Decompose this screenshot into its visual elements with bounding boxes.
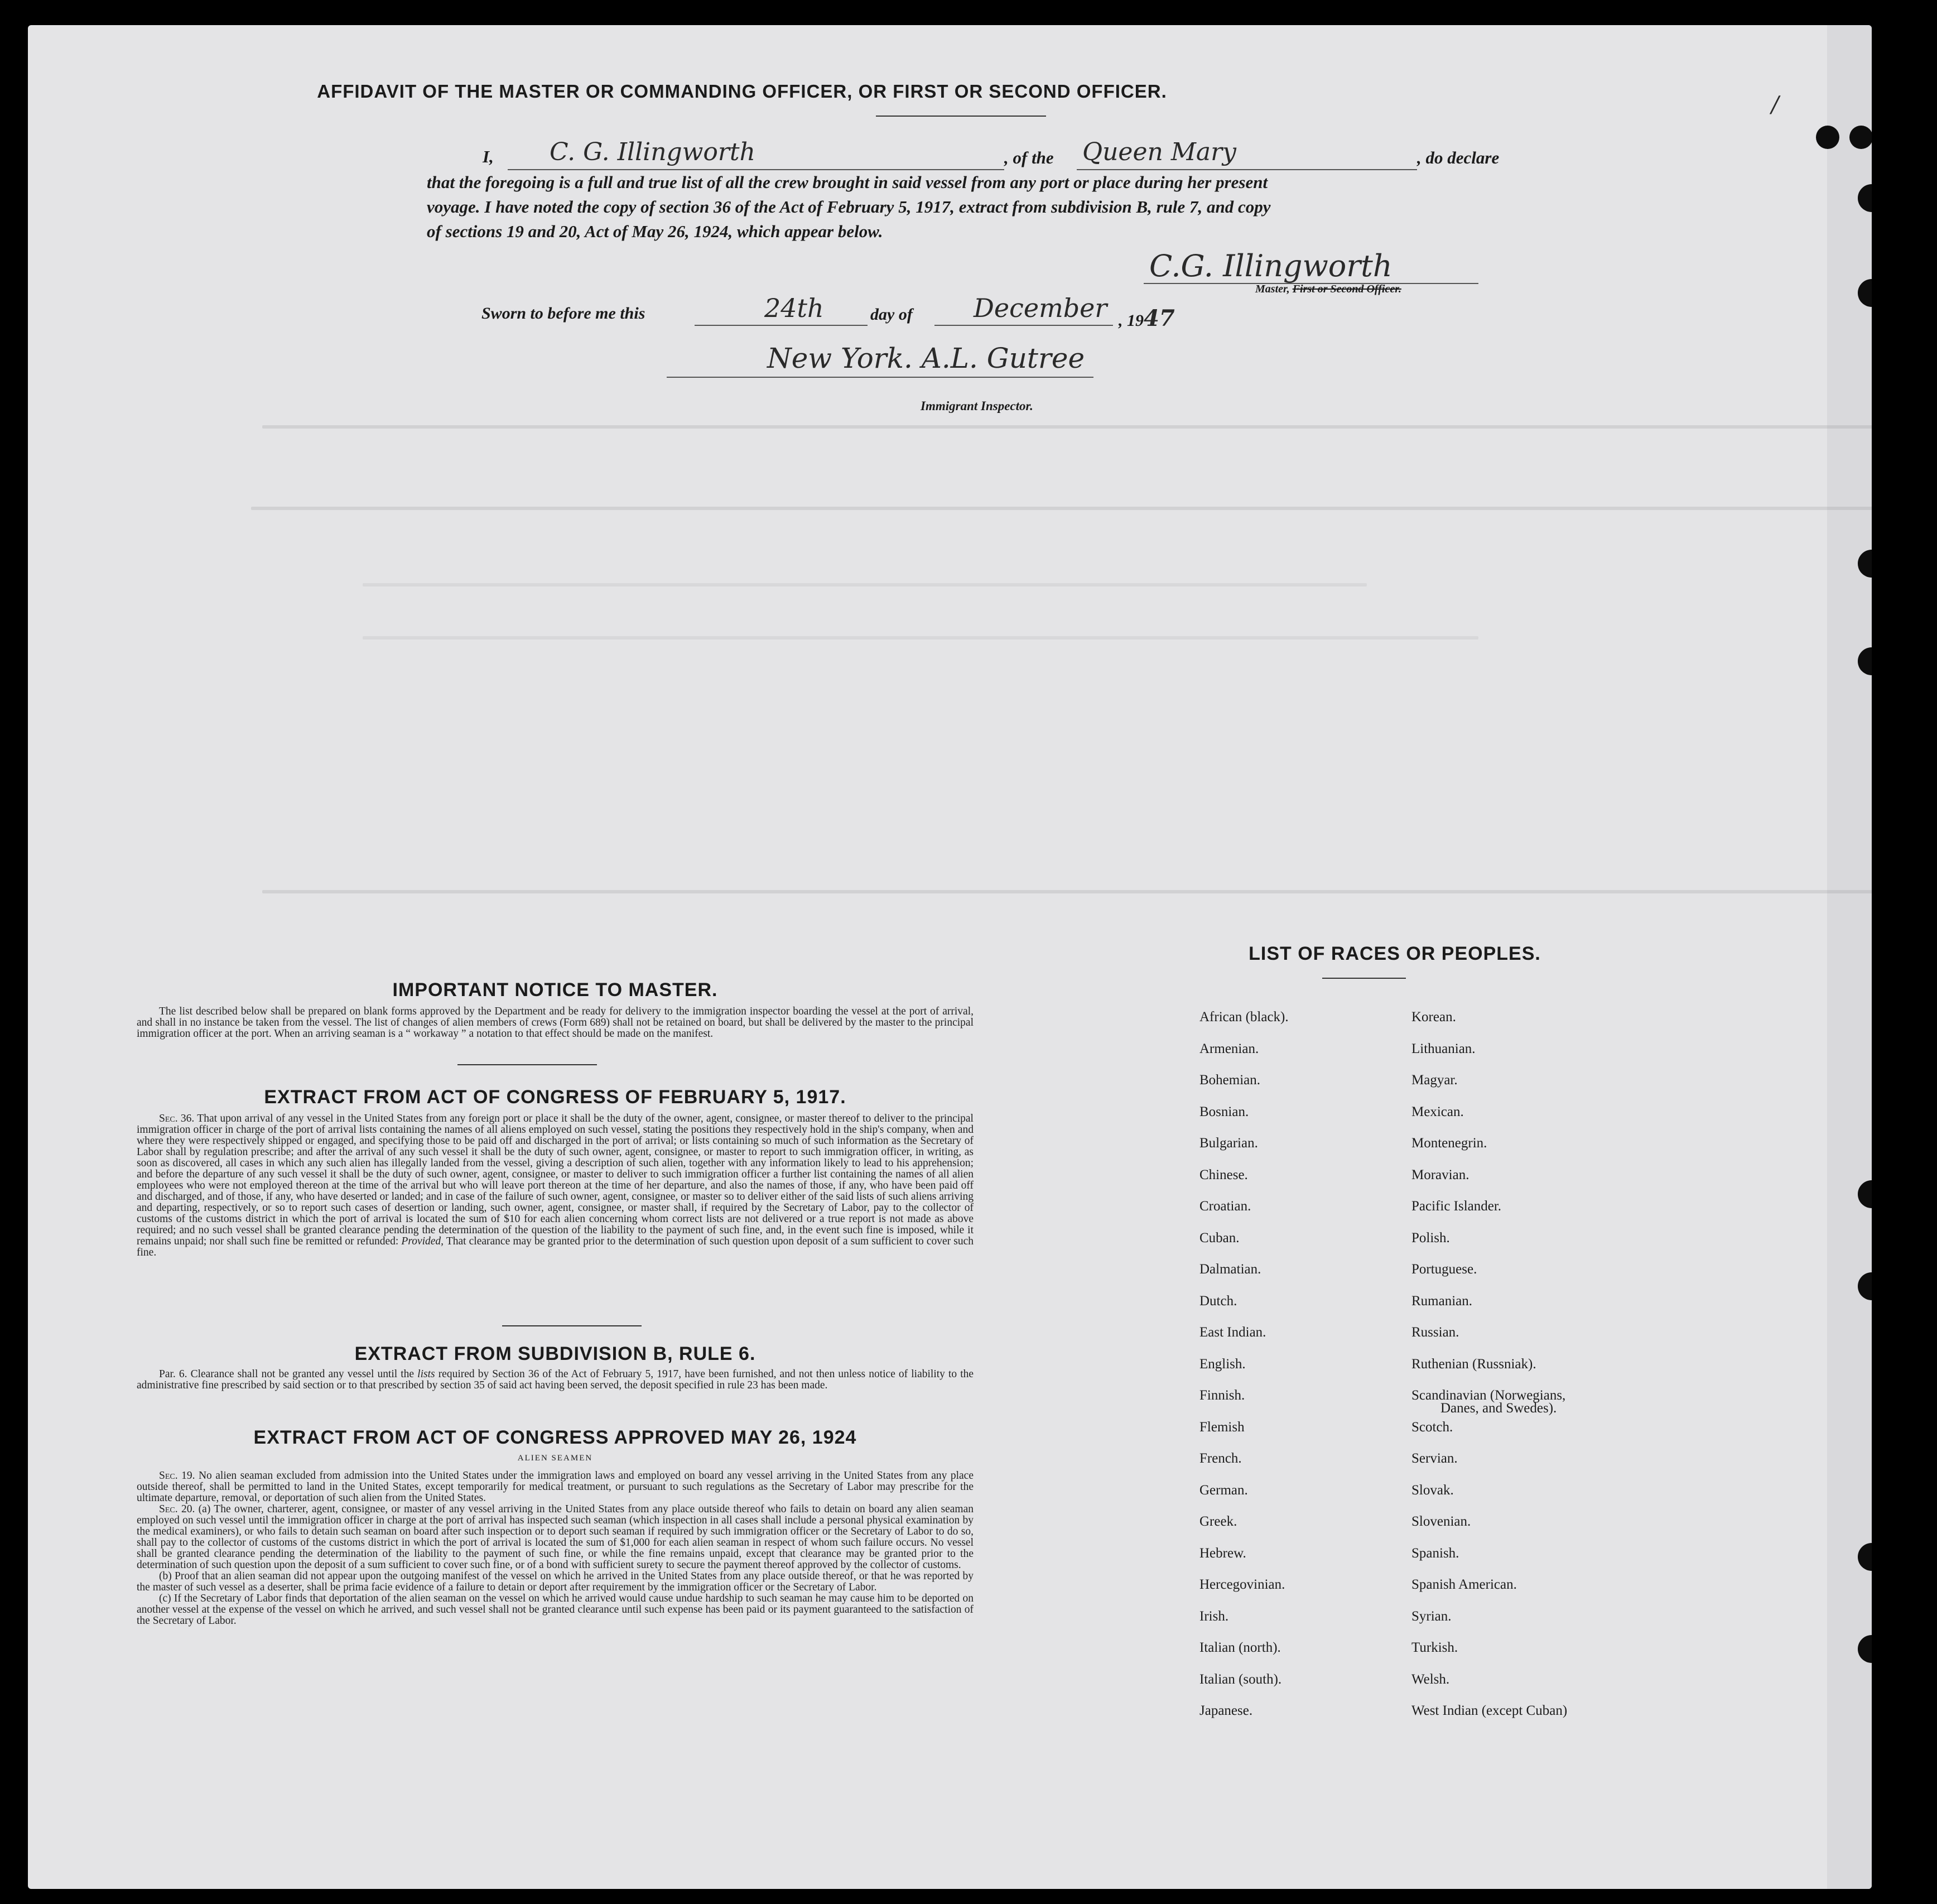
extract-1924-title: EXTRACT FROM ACT OF CONGRESS APPROVED MAY 26, 1924 [253, 1427, 857, 1448]
race-label: Moravian. [1411, 1167, 1469, 1182]
races-title: LIST OF RACES OR PEOPLES. [1249, 943, 1541, 964]
race-item [1199, 1538, 1289, 1570]
sworn-month-handwritten: December [974, 293, 1107, 323]
race-label: Spanish American. [1411, 1577, 1517, 1592]
race-item [1199, 1097, 1289, 1128]
punch-hole [1816, 126, 1839, 149]
sec-20c-text: (c) If the Secretary of Labor finds that deportation of the alien seaman on the vessel on which he arrived would cause undue hardship to such seaman he may cause him to be deported on another vessel at the expense of the vessel on which he arrived, and such vessel shall not be granted clearance until such expense has been paid or its payment guaranteed to the satisfaction of the Secretary of Labor. [137, 1593, 974, 1627]
race-item [1199, 1254, 1289, 1286]
race-item [1411, 1538, 1567, 1570]
bleed-through-row [363, 636, 1478, 640]
race-item [1411, 1349, 1567, 1381]
sworn-label: Sworn to before me this [481, 304, 645, 323]
inspector-signature: New York. A.L. Gutree [767, 342, 1085, 374]
race-item [1199, 1033, 1289, 1065]
master-signature: C.G. Illingworth [1149, 248, 1392, 283]
race-label: Dalmatian. [1199, 1262, 1261, 1277]
par-6-lists: lists [417, 1368, 435, 1380]
race-item [1411, 1632, 1567, 1664]
vessel-name-line [1077, 169, 1417, 170]
sec-20a-text: (a) The owner, charterer, agent, consignee, or master of any vessel arriving in the United States from any place outside thereof who fails to detain on board any alien seaman employed on such vessel until the immigration officer in charge at the port of arrival has inspected such seaman (which inspection in all cases shall include a personal physical examination by the medical examiners), or who fails to detain such seaman on board after such inspection or to deport such seaman if required by such immigration officer or the Secretary of Labor to do so, shall pay to the collector of customs of the customs district in which the port of arrival is located the sum of $1,000 for each alien seaman in respect of whom such failure occurs. No vessel shall be granted clearance pending the determination of the liability to the payment of such fine, or while the fine remains unpaid, except that clearance may be granted prior to the determination of such question upon the deposit of a sum sufficient to cover such fine, or of a bond with sufficient surety to secure the payment thereof approved by the collector of customs. [137, 1503, 974, 1571]
par-6-text-a: Clearance shall not be granted any vessel until the [190, 1368, 415, 1380]
race-label: Welsh. [1411, 1671, 1450, 1687]
race-item [1411, 1412, 1567, 1444]
race-item [1411, 1664, 1567, 1696]
notice-body [137, 1006, 974, 1040]
race-item [1199, 1695, 1289, 1727]
race-label: Lithuanian. [1411, 1041, 1476, 1056]
year-prefix: , 19 [1119, 311, 1144, 330]
race-item [1411, 1695, 1567, 1727]
par-6-text-b: required by Section 36 of the Act of February 5, 1917, have been furnished, and not then unless notice of liability to the administrative fine prescribed by said section or to that prescribed by section 35 of said act having been served, the deposit specified in rule 23 has been made. [137, 1368, 974, 1391]
race-item [1411, 1475, 1567, 1507]
races-left-column [1199, 1002, 1289, 1727]
par-6-label: Par. 6. [159, 1368, 187, 1380]
sec-20b-text: (b) Proof that an alien seaman did not appear upon the outgoing manifest of the vessel on which he arrived in the United States from any place outside thereof, or that he was reported by the master of such vessel as a deserter, shall be prima facie evidence of a failure to detain or deport after requirement by the immigration officer or the Secretary of Labor. [137, 1570, 974, 1593]
proviso-text: That clearance may be granted prior to the determination of such question upon deposit of a sum sufficient to cover such fine. [137, 1235, 974, 1258]
sworn-month-line [934, 325, 1113, 326]
title-underline [876, 116, 1046, 117]
race-label: German. [1199, 1482, 1248, 1498]
struck-officer-caption: First or Second Officer. [1292, 283, 1401, 295]
declaration-line-3: of sections 19 and 20, Act of May 26, 1924, which appear below. [427, 222, 883, 241]
race-item [1199, 1286, 1289, 1318]
bleed-through-row [363, 583, 1367, 586]
race-item [1411, 1160, 1567, 1191]
section-divider [502, 1325, 642, 1326]
day-of-label: day of [870, 305, 913, 324]
race-item [1199, 1569, 1289, 1601]
race-item [1411, 1317, 1567, 1349]
master-caption: Master, [1255, 283, 1290, 295]
bleed-through-row [262, 425, 1872, 429]
race-item [1199, 1002, 1289, 1033]
master-name-handwritten: C. G. Illingworth [550, 138, 755, 166]
affidavit-title: AFFIDAVIT OF THE MASTER OR COMMANDING OFFICER, OR FIRST OR SECOND OFFICER. [317, 81, 1167, 102]
declaration-line-2: voyage. I have noted the copy of section 36 of the Act of February 5, 1917, extract from subdivision B, rule 7, and copy [427, 197, 1271, 217]
race-label: Mexican. [1411, 1104, 1464, 1119]
race-label: Armenian. [1199, 1041, 1259, 1056]
race-label: Korean. [1411, 1009, 1456, 1025]
race-label: Slovak. [1411, 1482, 1454, 1498]
proviso-label: Provided, [401, 1235, 444, 1247]
inspector-caption: Immigrant Inspector. [921, 399, 1033, 413]
race-label: Pacific Islander. [1411, 1199, 1502, 1214]
subdivision-title: EXTRACT FROM SUBDIVISION B, RULE 6. [354, 1343, 756, 1364]
race-item [1199, 1506, 1289, 1538]
race-label: Greek. [1199, 1514, 1237, 1529]
page-mark: / [1771, 92, 1779, 118]
race-item [1199, 1191, 1289, 1223]
race-item [1411, 1443, 1567, 1475]
race-label: Turkish. [1411, 1640, 1458, 1655]
race-label: West Indian (except Cuban) [1411, 1703, 1568, 1718]
race-item [1199, 1632, 1289, 1664]
master-name-line [508, 169, 1004, 170]
sec-19-label: Sec. 19. [159, 1470, 195, 1482]
notice-text: The list described below shall be prepared on blank forms approved by the Department and be ready for delivery to the immigration inspector boarding the vessel at the port of arrival, and shall in no instance be taken from the vessel. The list of changes of alien members of crews (Form 689) shall not be retained on board, but shall be delivered by the master to the principal immigration officer at the port. When an arriving seaman is a “ workaway ” a notation to that effect should be made on the manifest. [137, 1006, 974, 1040]
race-label: Montenegrin. [1411, 1136, 1487, 1151]
race-label: Cuban. [1199, 1230, 1240, 1246]
race-item [1199, 1065, 1289, 1097]
race-label: Magyar. [1411, 1073, 1458, 1088]
race-label: Irish. [1199, 1608, 1229, 1624]
race-label: Flemish [1199, 1419, 1245, 1435]
race-label: Ruthenian (Russniak). [1411, 1356, 1536, 1372]
declaration-line-1: that the foregoing is a full and true list of all the crew brought in said vessel from any port or place during her present [427, 172, 1268, 192]
sec-36-label: Sec. 36. [159, 1113, 195, 1124]
race-label: Bosnian. [1199, 1104, 1249, 1119]
race-item [1411, 1286, 1567, 1318]
race-label: Bulgarian. [1199, 1136, 1258, 1151]
alien-seamen-subtitle: ALIEN SEAMEN [517, 1454, 593, 1463]
year-handwritten: 47 [1144, 305, 1175, 331]
race-label: French. [1199, 1451, 1242, 1466]
sworn-day-line [695, 325, 868, 326]
races-title-underline [1322, 978, 1406, 979]
of-the-label: , of the [1004, 148, 1054, 167]
race-label: Chinese. [1199, 1167, 1248, 1182]
race-label: English. [1199, 1356, 1246, 1372]
race-label: Russian. [1411, 1325, 1459, 1340]
race-item [1411, 1601, 1567, 1633]
sworn-day-handwritten: 24th [764, 293, 824, 323]
race-label: Scandinavian (Norwegians, [1411, 1388, 1566, 1403]
race-label: Italian (south). [1199, 1671, 1282, 1687]
race-item [1199, 1223, 1289, 1254]
race-label: Croatian. [1199, 1199, 1251, 1214]
races-right-column [1411, 1002, 1567, 1727]
race-item [1411, 1002, 1567, 1033]
race-item [1199, 1601, 1289, 1633]
race-label: Servian. [1411, 1451, 1458, 1466]
race-item [1199, 1128, 1289, 1160]
race-label: Japanese. [1199, 1703, 1253, 1718]
extract-1917-title: EXTRACT FROM ACT OF CONGRESS OF FEBRUARY 5, 1917. [264, 1086, 846, 1108]
race-item [1411, 1254, 1567, 1286]
sec-20-label: Sec. 20. [159, 1503, 195, 1515]
manifest-page [28, 25, 1872, 1889]
race-label: Syrian. [1411, 1608, 1452, 1624]
race-item [1411, 1223, 1567, 1254]
race-label: Hebrew. [1199, 1545, 1246, 1561]
section-divider [457, 1064, 597, 1065]
race-item [1199, 1380, 1289, 1412]
race-item [1199, 1317, 1289, 1349]
race-item [1411, 1569, 1567, 1601]
race-item [1199, 1475, 1289, 1507]
race-label: Rumanian. [1411, 1293, 1473, 1309]
race-item [1411, 1065, 1567, 1097]
bleed-through-row [262, 890, 1872, 893]
race-item [1411, 1506, 1567, 1538]
vessel-name-handwritten: Queen Mary [1082, 138, 1236, 166]
race-item [1199, 1349, 1289, 1381]
race-item [1411, 1191, 1567, 1223]
race-label: Hercegovinian. [1199, 1577, 1285, 1592]
punch-hole [1849, 126, 1872, 149]
race-item [1411, 1128, 1567, 1160]
race-item [1411, 1033, 1567, 1065]
subdivision-body [137, 1369, 974, 1391]
race-label: Dutch. [1199, 1293, 1237, 1309]
race-label-continued: Danes, and Swedes). [1440, 1401, 1557, 1416]
race-item [1199, 1160, 1289, 1191]
bleed-through-row [251, 507, 1872, 510]
race-label: Finnish. [1199, 1388, 1245, 1403]
race-label: Portuguese. [1411, 1262, 1477, 1277]
race-label: Italian (north). [1199, 1640, 1281, 1655]
race-label: African (black). [1199, 1009, 1289, 1025]
race-item [1199, 1412, 1289, 1444]
race-label: Bohemian. [1199, 1073, 1261, 1088]
race-label: Slovenian. [1411, 1514, 1471, 1529]
race-item [1411, 1380, 1567, 1416]
i-label: I, [483, 147, 494, 166]
sec-19-text: No alien seaman excluded from admission into the United States under the immigration laws and employed on board any vessel arriving in the United States from any place outside thereof, shall be permitted to land in the United States, except temporarily for medical treatment, or pursuant to such regulations as the Secretary of Labor may prescribe for the ultimate departure, removal, or deportation of such alien from the United States. [137, 1470, 974, 1504]
race-label: Spanish. [1411, 1545, 1459, 1561]
notice-title: IMPORTANT NOTICE TO MASTER. [392, 979, 718, 1001]
do-declare-label: , do declare [1417, 148, 1500, 167]
race-item [1199, 1443, 1289, 1475]
race-label: Polish. [1411, 1230, 1450, 1246]
extract-1917-body [137, 1113, 974, 1258]
race-item [1411, 1097, 1567, 1128]
sec-36-text: That upon arrival of any vessel in the United States from any foreign port or place it shall be the duty of the owner, agent, consignee, or master thereof to deliver to the principal immigration officer in charge of the port of arrival lists containing the names of all aliens employed on such vessel, stating the positions they respectively hold in the ship's company, when and where they were respectively shipped or engaged, and specifying those to be paid off and discharged in the port of arrival; or lists containing so much of such information as the Secretary of Labor shall by regulation prescribe; and after the arrival of any such vessel it shall be the duty of such owner, agent, consignee, or master to report to such immigration officer, in writing, as soon as discovered, all cases in which any such alien has illegally landed from the vessel, giving a description of such alien, together with any information likely to lead to his apprehension; and before the departure of any such vessel it shall be the duty of such owner, agent, consignee, or master to deliver to such immigration officer a further list containing the names of all alien employees who were not employed thereon at the time of the arrival but who will leave port thereon at the time of her departure, and also the names of those, if any, who have been paid off and discharged, and of those, if any, who have deserted or landed; and in case of the failure of such owner, agent, consignee, or master so to deliver either of the said lists of such aliens arriving and departing, respectively, or so to report such cases of desertion or landing, such owner, agent, consignee, or master shall, if required by the Secretary of Labor, pay to the collector of customs of the customs district in which the port of arrival is located the sum of $10 for each alien concerning whom correct lists are not delivered or a true report is not made as above required; and no such vessel shall be granted clearance pending the determination of the question of the liability to the payment of such fine, and, in the event such fine is imposed, while it remains unpaid; nor shall such fine be remitted or refunded: [137, 1113, 974, 1247]
inspector-line [667, 377, 1093, 378]
race-label: East Indian. [1199, 1325, 1266, 1340]
extract-1924-body [137, 1470, 974, 1627]
race-label: Scotch. [1411, 1419, 1453, 1435]
race-item [1199, 1664, 1289, 1696]
